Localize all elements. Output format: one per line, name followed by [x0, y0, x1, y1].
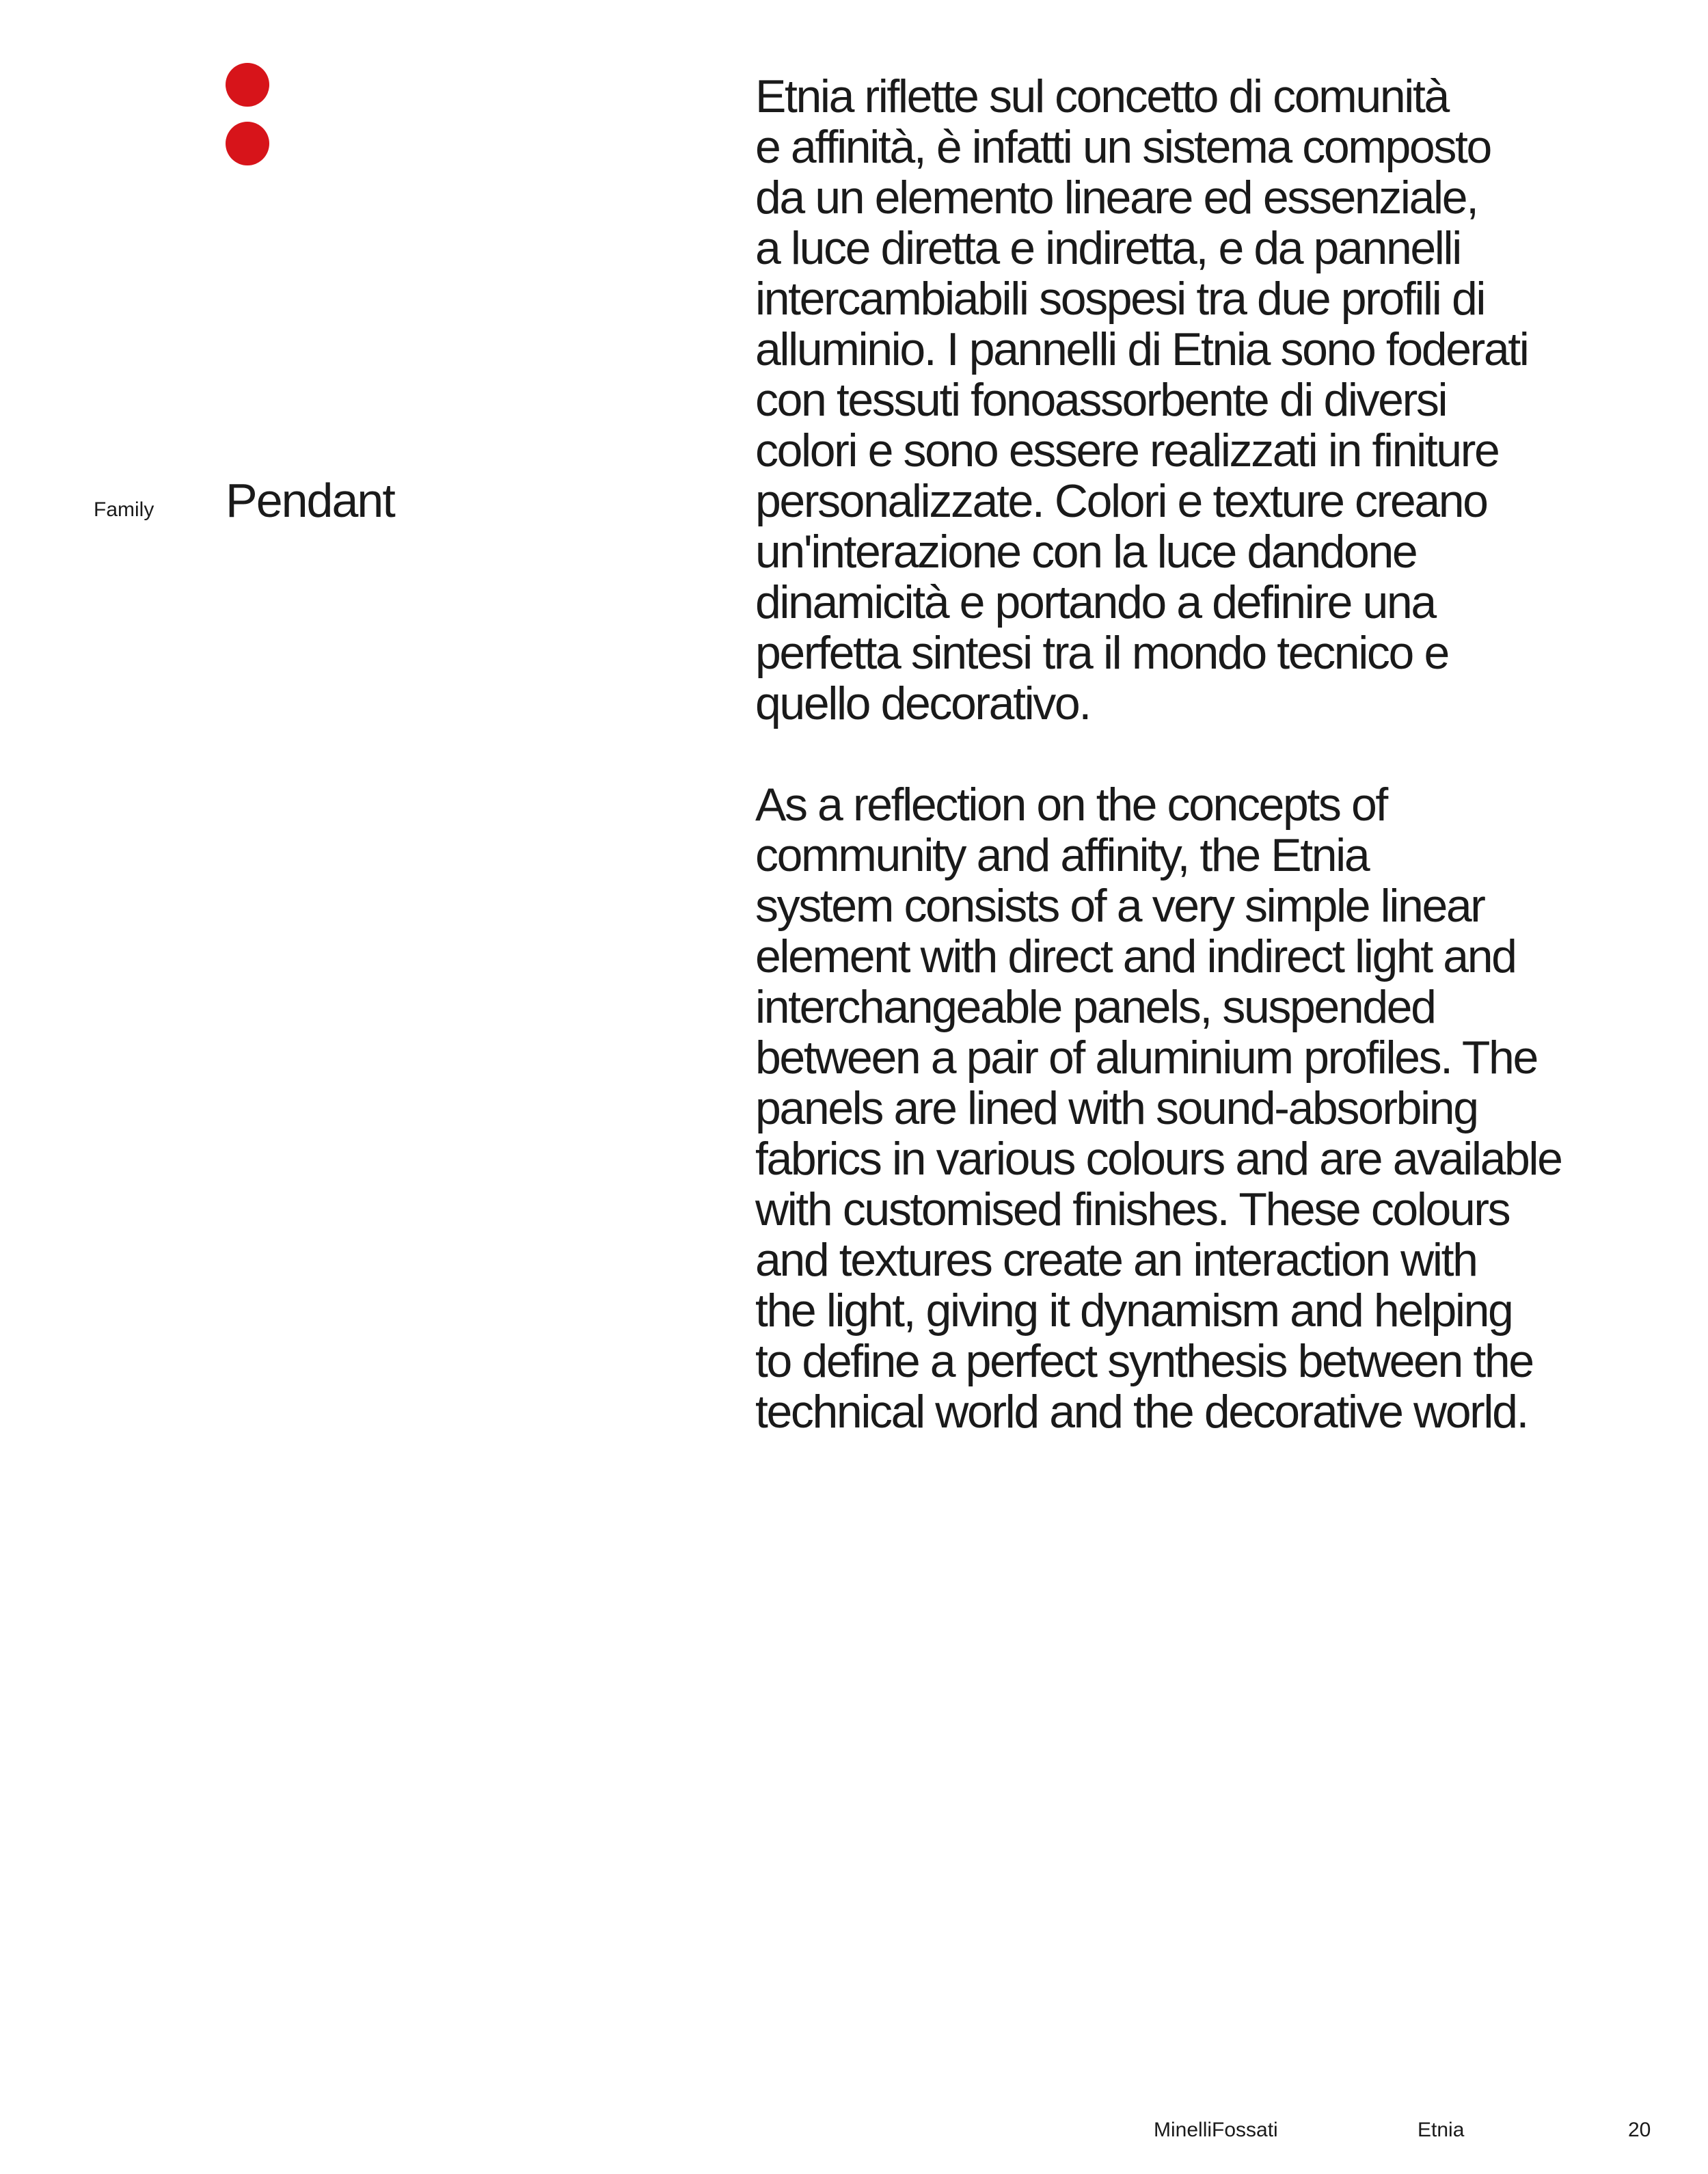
page-number: 20 — [1628, 2119, 1651, 2141]
description-italian: Etnia riflette sul concetto di comunità e affinità, è infatti un sistema composto da un elemento lineare ed essenziale, a luce diretta e indiretta, e da pannelli intercambiabili sospesi tra due profili di alluminio. I pannelli di Etnia sono foderati con tessuti fonoassorbente di diversi colori e sono essere realizzati in finiture personalizzate. Colori e texture creano un'interazione con la luce dandone dinamicità e portando a definire una perfetta sintesi tra il mondo tecnico e quello decorativo. — [755, 70, 1528, 729]
product-description — [755, 71, 1671, 1437]
brand-logo — [226, 63, 269, 165]
red-dot-icon — [226, 63, 269, 107]
family-label: Family — [94, 498, 154, 521]
family-value: Pendant — [226, 474, 394, 527]
red-dot-icon — [226, 122, 269, 165]
footer-brand: MinelliFossati — [1154, 2119, 1278, 2141]
footer-product: Etnia — [1418, 2119, 1465, 2141]
description-english: As a reflection on the concepts of community and affinity, the Etnia system consists of a very simple linear element with direct and indirect light and interchangeable panels, suspended between a pair of aluminium profiles. The panels are lined with sound-absorbing fabrics in various colours and are available with customised finishes. These colours and textures create an interaction with the light, giving it dynamism and helping to define a perfect synthesis between the technical world and the decorative world. — [755, 779, 1562, 1438]
